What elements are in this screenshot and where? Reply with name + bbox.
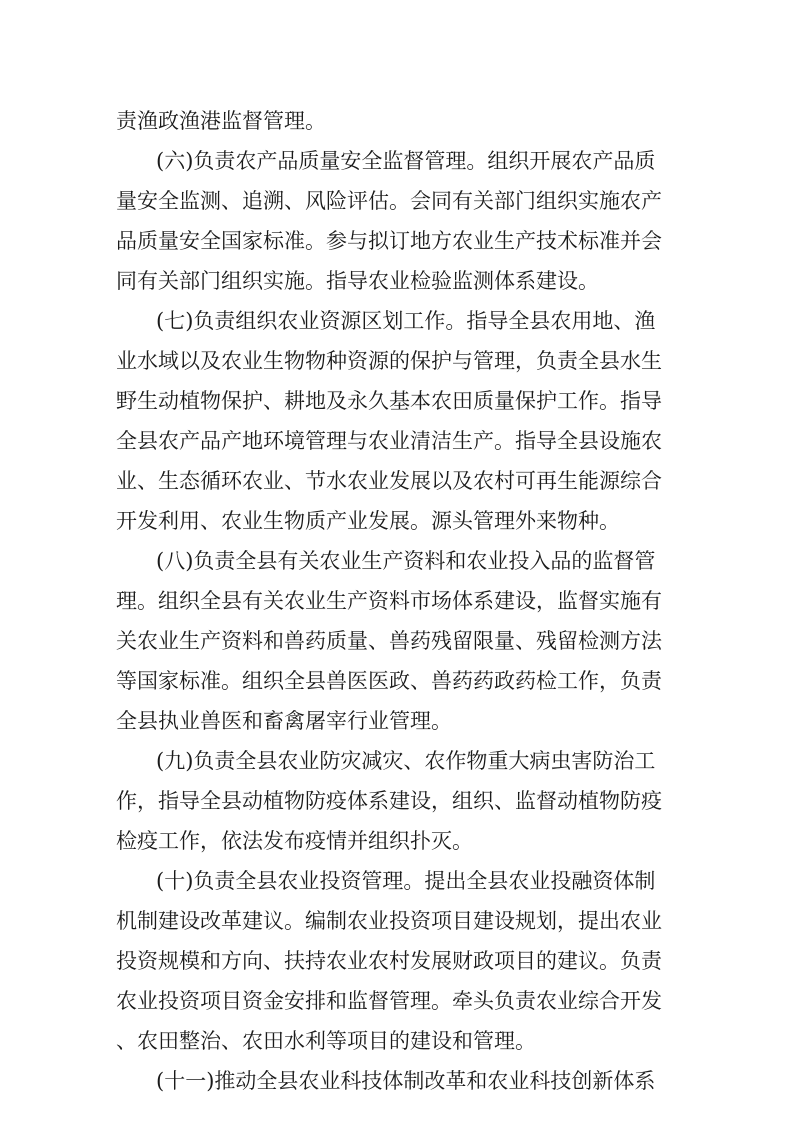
text-line: 投资规模和方向、扶持农业农村发展财政项目的建议。负责: [116, 949, 662, 973]
text-line: 品质量安全国家标准。参与拟订地方农业生产技术标准并会: [116, 229, 662, 253]
text-line: (八)负责全县有关农业生产资料和农业投入品的监督管: [156, 549, 656, 573]
text-line: 同有关部门组织实施。指导农业检验监测体系建设。: [116, 269, 599, 293]
text-line: (六)负责农产品质量安全监督管理。组织开展农产品质: [156, 149, 656, 173]
text-line: 量安全监测、追溯、风险评估。会同有关部门组织实施农产: [116, 189, 662, 213]
text-line: 作，指导全县动植物防疫体系建设，组织、监督动植物防疫: [116, 789, 662, 813]
document-body: [116, 101, 668, 1101]
text-line: 业、生态循环农业、节水农业发展以及农村可再生能源综合: [116, 469, 662, 493]
text-line: 全县执业兽医和畜禽屠宰行业管理。: [116, 709, 452, 733]
text-line: 责渔政渔港监督管理。: [116, 109, 326, 133]
text-line: 关农业生产资料和兽药质量、兽药残留限量、残留检测方法: [116, 629, 662, 653]
text-line: 机制建设改革建议。编制农业投资项目建设规划，提出农业: [116, 909, 662, 933]
text-line: 开发利用、农业生物质产业发展。源头管理外来物种。: [116, 509, 620, 533]
text-line: 理。组织全县有关农业生产资料市场体系建设，监督实施有: [116, 589, 662, 613]
text-line: (十一)推动全县农业科技体制改革和农业科技创新体系: [156, 1069, 656, 1093]
text-line: (七)负责组织农业资源区划工作。指导全县农用地、渔: [156, 309, 656, 333]
text-line: 检疫工作，依法发布疫情并组织扑灭。: [116, 829, 473, 853]
text-line: (九)负责全县农业防灾减灾、农作物重大病虫害防治工: [156, 749, 656, 773]
text-line: (十)负责全县农业投资管理。提出全县农业投融资体制: [156, 869, 656, 893]
text-line: 、农田整治、农田水利等项目的建设和管理。: [116, 1029, 536, 1053]
text-line: 全县农产品产地环境管理与农业清洁生产。指导全县设施农: [116, 429, 662, 453]
text-line: 野生动植物保护、耕地及永久基本农田质量保护工作。指导: [116, 389, 662, 413]
text-line: 业水域以及农业生物物种资源的保护与管理，负责全县水生: [116, 349, 662, 373]
text-line: 等国家标准。组织全县兽医医政、兽药药政药检工作，负责: [116, 669, 662, 693]
text-line: 农业投资项目资金安排和监督管理。牵头负责农业综合开发: [116, 989, 662, 1013]
